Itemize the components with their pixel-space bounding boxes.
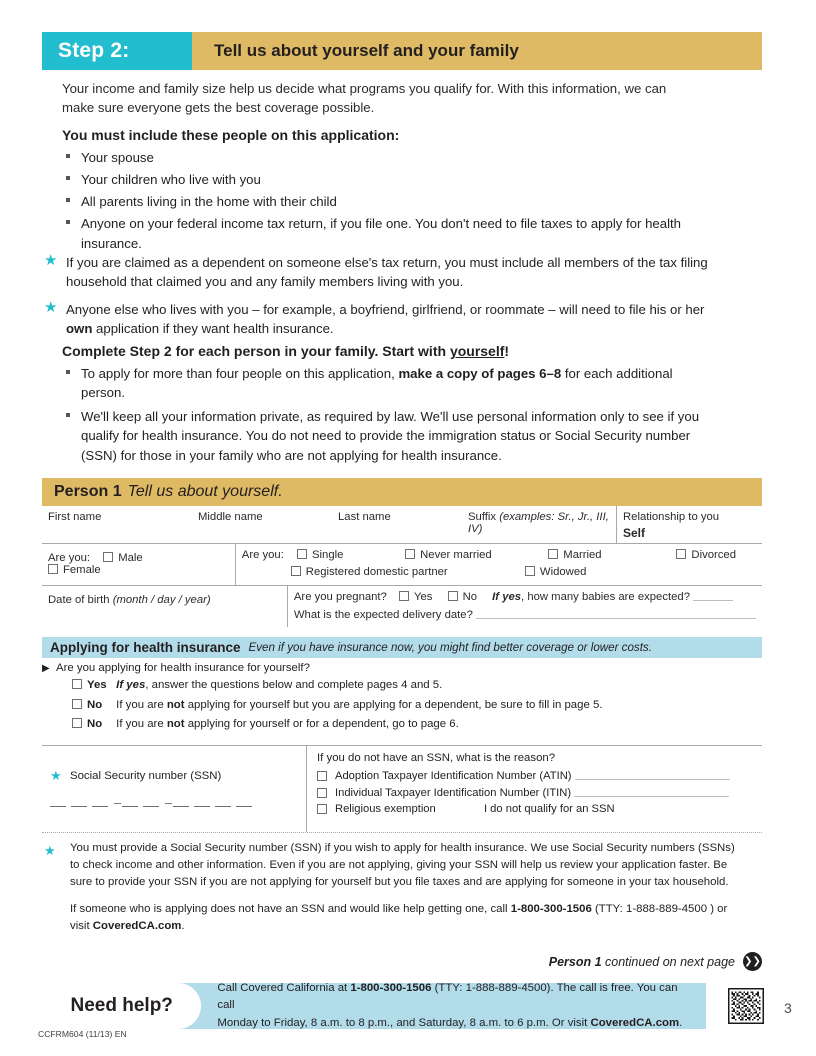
note-end: . bbox=[181, 920, 185, 933]
if-yes-rest: , how many babies are expected? bbox=[521, 591, 690, 603]
gender-cell bbox=[42, 544, 236, 585]
gender-prompt: Are you: bbox=[48, 552, 91, 564]
list-item bbox=[44, 253, 724, 291]
checkbox-registered-domestic-partner[interactable] bbox=[291, 566, 502, 578]
checkbox-male[interactable] bbox=[103, 552, 143, 564]
checkbox-married[interactable] bbox=[548, 549, 653, 561]
checkbox-icon[interactable] bbox=[291, 566, 301, 576]
ssn-note-body bbox=[44, 840, 744, 936]
first-name-label: First name bbox=[48, 511, 102, 523]
square-bullet-icon bbox=[66, 198, 70, 202]
option-text bbox=[116, 679, 442, 691]
form-code: CCFRM604 (11/13) EN bbox=[38, 1029, 127, 1039]
ssn-note-paragraph-2 bbox=[70, 901, 744, 935]
suffix-examples: (examples: Sr., Jr., III, IV) bbox=[468, 511, 609, 535]
checkbox-label: Religious exemption bbox=[335, 803, 436, 815]
step-title: Tell us about yourself and your family bbox=[192, 32, 762, 70]
applying-option-yes[interactable] bbox=[42, 679, 762, 693]
list-item-label: All parents living in the home with their child bbox=[81, 194, 337, 210]
help-phone: 1-800-300-1506 bbox=[510, 903, 592, 916]
help-line1-post: (TTY: 1-888-889-4500). The call is free. You can call bbox=[217, 981, 678, 1012]
dob-pregnancy-row bbox=[42, 586, 762, 627]
option-bold-lead: If yes bbox=[116, 679, 146, 691]
starred-notes-list bbox=[44, 253, 724, 348]
option-text bbox=[116, 699, 602, 711]
checkbox-pregnant-no[interactable] bbox=[448, 591, 477, 603]
step-header bbox=[42, 32, 762, 70]
delivery-date-question: What is the expected delivery date? bbox=[293, 609, 473, 621]
list-item bbox=[62, 170, 722, 189]
option-answer: No bbox=[87, 698, 103, 711]
ssn-digit-blank[interactable] bbox=[215, 796, 231, 807]
gender-marital-row bbox=[42, 544, 762, 586]
checkbox-icon[interactable] bbox=[72, 718, 82, 728]
checkbox-icon[interactable] bbox=[317, 804, 327, 814]
list-item-label: To apply for more than four people on this application, make a copy of pages 6–8 for each additional person. bbox=[81, 366, 673, 401]
double-chevron-right-icon: ❯❯ bbox=[743, 952, 762, 971]
applying-subtitle: Even if you have insurance now, you might find better coverage or lower costs. bbox=[248, 641, 652, 654]
continued-notice bbox=[549, 952, 762, 971]
checkbox-label: I do not qualify for an SSN bbox=[483, 803, 615, 815]
checkbox-label: Female bbox=[63, 564, 101, 576]
applying-body bbox=[42, 662, 762, 738]
ssn-reason-row-3 bbox=[317, 803, 754, 815]
checkbox-icon[interactable] bbox=[317, 788, 327, 798]
person-section-header bbox=[42, 478, 762, 506]
ssn-digit-blank[interactable] bbox=[143, 796, 159, 807]
ssn-digit-blank[interactable] bbox=[122, 796, 138, 807]
checkbox-label: Male bbox=[118, 552, 143, 564]
person-form bbox=[42, 506, 762, 627]
checkbox-icon[interactable] bbox=[72, 679, 82, 689]
ssn-digit-blank[interactable] bbox=[194, 796, 210, 807]
complete-heading-pre: Complete Step 2 for each person in your family. Start with bbox=[62, 343, 450, 359]
square-bullet-icon bbox=[66, 370, 70, 374]
ssn-label: Social Security number (SSN) bbox=[70, 770, 222, 782]
last-name-field[interactable] bbox=[332, 506, 462, 543]
list-item-label: If you are claimed as a dependent on someone else's tax return, you must include all members of the tax filing household that claimed you and any family members living with you. bbox=[66, 255, 708, 290]
checkbox-label: Married bbox=[563, 549, 602, 561]
star-icon: ★ bbox=[44, 252, 58, 269]
ssn-note-paragraph-1: You must provide a Social Security number (SSN) if you wish to apply for health insurance. We use Social Security numbers (SSNs) to check income and other information. Even if you are not applying, giving your SSN will help us review your application faster. Be sure to provide your SSN if you are not applying for yourself but you file taxes and are applying for someone in your tax household. bbox=[70, 842, 735, 889]
square-bullet-icon bbox=[66, 154, 70, 158]
checkbox-icon[interactable] bbox=[48, 564, 58, 574]
itin-input[interactable] bbox=[574, 787, 729, 797]
applying-question-row bbox=[42, 662, 762, 674]
marital-prompt: Are you: bbox=[241, 549, 284, 561]
atin-input[interactable] bbox=[575, 770, 730, 780]
babies-expected-input[interactable] bbox=[693, 591, 733, 601]
ssn-note bbox=[44, 840, 744, 946]
suffix-label: Suffix bbox=[468, 511, 497, 523]
applying-option-no-none[interactable] bbox=[42, 718, 762, 732]
list-item-label: Anyone on your federal income tax return, if you file one. You don't need to file taxes to apply for health insurance. bbox=[81, 216, 682, 251]
checkbox-label: Never married bbox=[420, 549, 492, 561]
must-include-heading: You must include these people on this application: bbox=[62, 127, 400, 143]
square-bullet-icon bbox=[66, 220, 70, 224]
checkbox-icon[interactable] bbox=[103, 552, 113, 562]
applying-section-header bbox=[42, 637, 762, 658]
option-post: applying for yourself or for a dependent, go to page 6. bbox=[184, 718, 459, 731]
checkbox-never-married[interactable] bbox=[405, 549, 525, 561]
checkbox-widowed[interactable] bbox=[525, 566, 586, 578]
checkbox-icon[interactable] bbox=[676, 549, 686, 559]
list-item bbox=[44, 300, 724, 338]
option-pre: If you are bbox=[116, 718, 167, 731]
middle-name-field[interactable] bbox=[192, 506, 332, 543]
website-link[interactable]: CoveredCA.com bbox=[590, 1016, 680, 1029]
must-include-list bbox=[62, 148, 722, 256]
pregnant-question: Are you pregnant? bbox=[293, 591, 387, 603]
checkbox-single[interactable] bbox=[297, 549, 382, 561]
relationship-field bbox=[617, 506, 762, 543]
first-name-field[interactable] bbox=[42, 506, 192, 543]
complete-step-heading bbox=[62, 343, 509, 359]
dob-cell[interactable] bbox=[42, 586, 288, 627]
checkbox-label: No bbox=[462, 591, 478, 603]
need-help-text bbox=[201, 980, 706, 1033]
list-item bbox=[62, 364, 710, 402]
need-help-title: Need help? bbox=[42, 983, 201, 1029]
ssn-input-cell[interactable] bbox=[42, 746, 307, 832]
option-answer: Yes bbox=[87, 679, 107, 691]
ssn-reason-question: If you do not have an SSN, what is the reason? bbox=[317, 752, 556, 764]
star-icon: ★ bbox=[50, 768, 62, 783]
if-yes-bold: If yes bbox=[492, 591, 522, 603]
ssn-digit-blank[interactable] bbox=[71, 796, 87, 807]
complete-heading-post: ! bbox=[504, 343, 510, 359]
dob-format: (month / day / year) bbox=[112, 594, 211, 606]
name-row bbox=[42, 506, 762, 544]
star-icon: ★ bbox=[44, 843, 56, 858]
ssn-input[interactable] bbox=[50, 795, 300, 811]
checkbox-atin[interactable] bbox=[317, 770, 754, 782]
ssn-section bbox=[42, 745, 762, 833]
note-pre: If someone who is applying does not have an SSN and would like help getting one, call bbox=[70, 903, 511, 916]
option-post: applying for yourself but you are applying for a dependent, be sure to fill in page 5. bbox=[184, 698, 603, 711]
list-item bbox=[62, 407, 710, 464]
page-number: 3 bbox=[784, 1000, 792, 1016]
checkbox-icon[interactable] bbox=[399, 591, 409, 601]
list-item bbox=[62, 192, 722, 211]
option-bold: not bbox=[166, 718, 185, 731]
help-line-1 bbox=[217, 980, 696, 1015]
applying-question: Are you applying for health insurance for yourself? bbox=[56, 662, 310, 674]
option-text bbox=[116, 718, 459, 730]
checkbox-icon[interactable] bbox=[448, 591, 458, 601]
checkbox-label: Registered domestic partner bbox=[305, 566, 448, 578]
checkbox-pregnant-yes[interactable] bbox=[399, 591, 432, 603]
ssn-digit-blank[interactable] bbox=[92, 796, 108, 807]
checkbox-itin[interactable] bbox=[317, 787, 754, 799]
suffix-field[interactable] bbox=[462, 506, 617, 543]
help-line2-end: . bbox=[679, 1016, 683, 1029]
marital-cell bbox=[236, 544, 762, 585]
checkbox-label: Adoption Taxpayer Identification Number (ATIN) bbox=[335, 770, 572, 782]
help-line-2 bbox=[217, 1015, 696, 1033]
checkbox-label: Yes bbox=[413, 591, 433, 603]
checkbox-icon[interactable] bbox=[405, 549, 415, 559]
ssn-digit-blank[interactable] bbox=[173, 796, 189, 807]
relationship-value: Self bbox=[623, 526, 646, 540]
checkbox-icon[interactable] bbox=[525, 566, 535, 576]
ssn-digit-blank[interactable] bbox=[236, 796, 252, 807]
checkbox-label: Single bbox=[312, 549, 344, 561]
person-subtitle: Tell us about yourself. bbox=[127, 483, 283, 500]
list-item-label: Anyone else who lives with you – for example, a boyfriend, girlfriend, or roommate – will need to file his or her own application if they want health insurance. bbox=[66, 302, 705, 337]
ssn-digit-blank[interactable] bbox=[50, 796, 66, 807]
need-help-bar bbox=[42, 983, 706, 1029]
continued-person: Person 1 bbox=[548, 954, 602, 969]
option-bold: not bbox=[166, 698, 185, 711]
ssn-reason-cell bbox=[307, 746, 762, 832]
option-rest: , answer the questions below and complete pages 4 and 5. bbox=[145, 679, 443, 691]
list-item-label: Your children who live with you bbox=[81, 172, 261, 188]
website-link[interactable]: CoveredCA.com bbox=[92, 920, 182, 933]
ssn-dash: – bbox=[164, 795, 173, 811]
option-answer: No bbox=[87, 718, 103, 731]
complete-step-list bbox=[62, 364, 710, 470]
list-item-label: We'll keep all your information private, as required by law. We'll use personal information only to see if you qualify for health insurance. You do not need to provide the immigration status or Social Security number (SSN) for those in your family who are not applying for health insurance. bbox=[81, 409, 700, 463]
applying-title: Applying for health insurance bbox=[50, 640, 241, 655]
middle-name-label: Middle name bbox=[198, 511, 263, 523]
complete-heading-underline: yourself bbox=[449, 343, 505, 359]
star-icon: ★ bbox=[44, 299, 58, 317]
checkbox-divorced[interactable] bbox=[676, 549, 736, 561]
checkbox-label: Individual Taxpayer Identification Number (ITIN) bbox=[335, 786, 572, 799]
step-badge: Step 2: bbox=[42, 32, 192, 70]
relationship-label: Relationship to you bbox=[623, 511, 720, 523]
last-name-label: Last name bbox=[338, 511, 391, 523]
applying-option-no-dependent[interactable] bbox=[42, 699, 762, 713]
square-bullet-icon bbox=[66, 413, 70, 417]
pregnancy-cell bbox=[288, 586, 762, 627]
dob-label: Date of birth bbox=[48, 594, 110, 606]
continued-text: continued on next page bbox=[601, 954, 735, 969]
checkbox-icon[interactable] bbox=[72, 699, 82, 709]
help-line1-pre: Call Covered California at bbox=[217, 981, 351, 994]
checkbox-icon[interactable] bbox=[297, 549, 307, 559]
qr-code-icon bbox=[728, 988, 764, 1024]
intro-paragraph: Your income and family size help us decide what programs you qualify for. With this information, we can make sure everyone gets the best coverage possible. bbox=[62, 81, 667, 115]
option-pre: If you are bbox=[116, 698, 167, 711]
checkbox-label: Widowed bbox=[539, 566, 587, 578]
checkbox-icon[interactable] bbox=[317, 771, 327, 781]
square-bullet-icon bbox=[66, 176, 70, 180]
person-label: Person 1 bbox=[54, 483, 122, 500]
checkbox-label: Divorced bbox=[691, 549, 736, 561]
help-phone: 1-800-300-1506 bbox=[350, 981, 432, 994]
checkbox-female[interactable] bbox=[48, 564, 101, 576]
list-item-label: Your spouse bbox=[81, 150, 154, 165]
help-line2-pre: Monday to Friday, 8 a.m. to 8 p.m., and Saturday, 8 a.m. to 6 p.m. Or visit bbox=[217, 1016, 591, 1029]
list-item bbox=[62, 214, 722, 252]
ssn-dash: – bbox=[113, 795, 122, 811]
delivery-date-input[interactable] bbox=[476, 609, 756, 619]
list-item bbox=[62, 148, 722, 167]
triangle-right-icon: ▶ bbox=[42, 663, 50, 674]
note-mid: (TTY: 1-888-889-4500 ) or visit bbox=[70, 903, 728, 933]
checkbox-icon[interactable] bbox=[548, 549, 558, 559]
